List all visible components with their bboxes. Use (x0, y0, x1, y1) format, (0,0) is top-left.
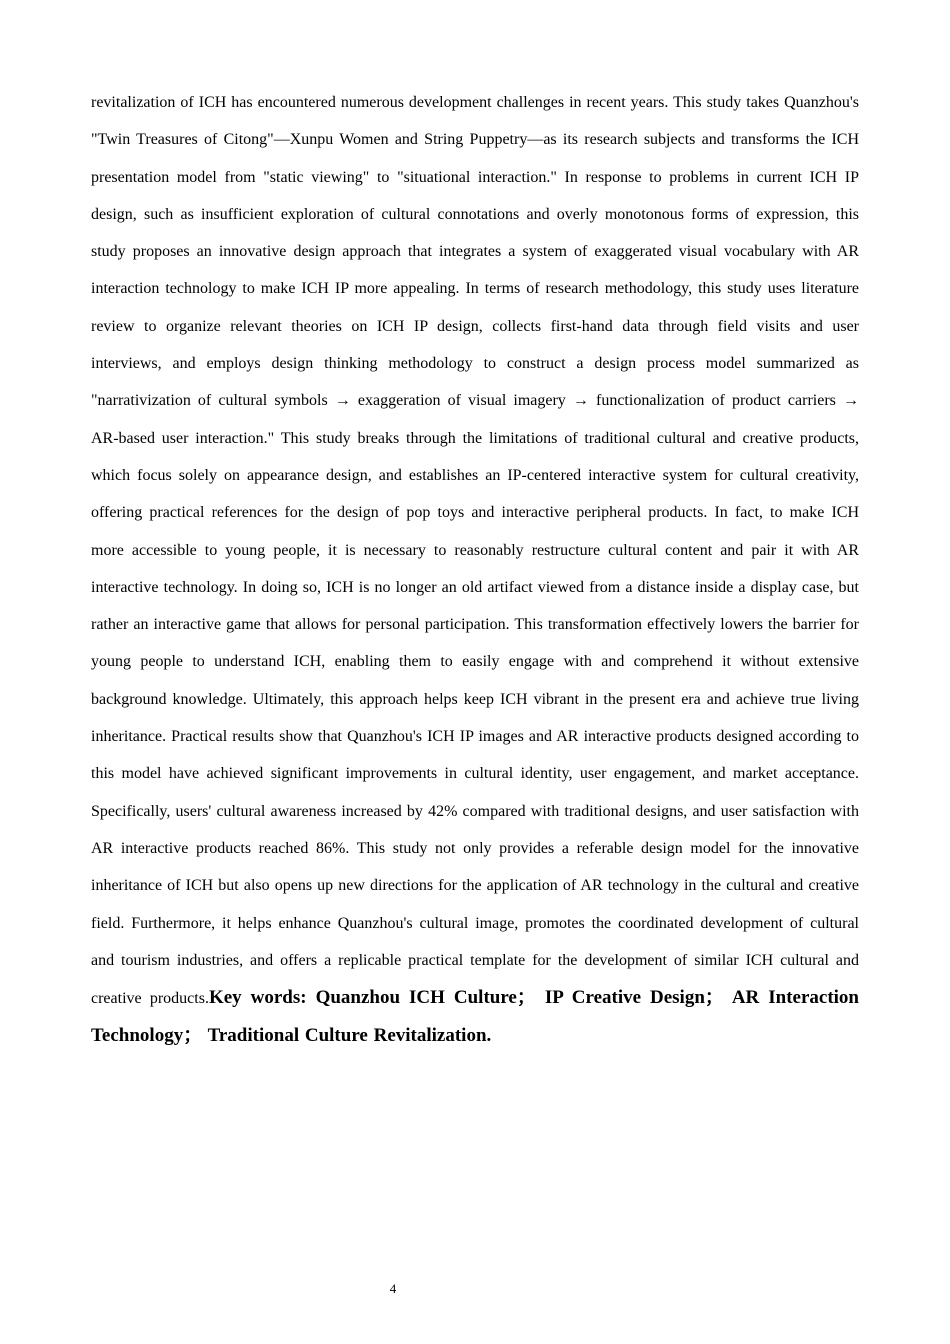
abstract-body-text: revitalization of ICH has encountered numerous development challenges in recent years. This study takes Quanzhou's "Twin Treasures of Citong"—Xunpu Women and String Puppetry—as its research subjects and transforms the ICH presentation model from "static viewing" to "situational interaction." In response to problems in current ICH IP design, such as insufficient exploration of cultural connotations and overly monotonous forms of expression, this study proposes an innovative design approach that integrates a system of exaggerated visual vocabulary with AR interaction technology to make ICH IP more appealing. In terms of research methodology, this study uses literature review to organize relevant theories on ICH IP design, collects first-hand data through field visits and user interviews, and employs design thinking methodology to construct a design process model summarized as "narrativization of cultural symbols → exaggeration of visual imagery → functionalization of product carriers → AR-based user interaction." This study breaks through the limitations of traditional cultural and creative products, which focus solely on appearance design, and establishes an IP-centered interactive system for cultural creativity, offering practical references for the design of pop toys and interactive peripheral products. In fact, to make ICH more accessible to young people, it is necessary to reasonably restructure cultural content and pair it with AR interactive technology. In doing so, ICH is no longer an old artifact viewed from a distance inside a display case, but rather an interactive game that allows for personal participation. This transformation effectively lowers the barrier for young people to understand ICH, enabling them to easily engage with and comprehend it without extensive background knowledge. Ultimately, this approach helps keep ICH vibrant in the present era and achieve true living inheritance. Practical results show that Quanzhou's ICH IP images and AR interactive products designed according to this model have achieved significant improvements in cultural identity, user engagement, and market acceptance. Specifically, users' cultural awareness increased by 42% compared with traditional designs, and user satisfaction with AR interactive products reached 86%. This study not only provides a referable design model for the innovative inheritance of ICH but also opens up new directions for the application of AR technology in the cultural and creative field. Furthermore, it helps enhance Quanzhou's cultural image, promotes the coordinated development of cultural and tourism industries, and offers a replicable practical template for the development of similar ICH cultural and creative products. (91, 94, 859, 1008)
keywords-text: Quanzhou ICH Culture； IP Creative Design； AR Interaction Technology； Traditional Culture Revitalization. (91, 987, 859, 1047)
page-number: 4 (389, 1281, 397, 1296)
abstract-paragraph (91, 84, 859, 1056)
keywords-label: Key words: (208, 987, 316, 1009)
